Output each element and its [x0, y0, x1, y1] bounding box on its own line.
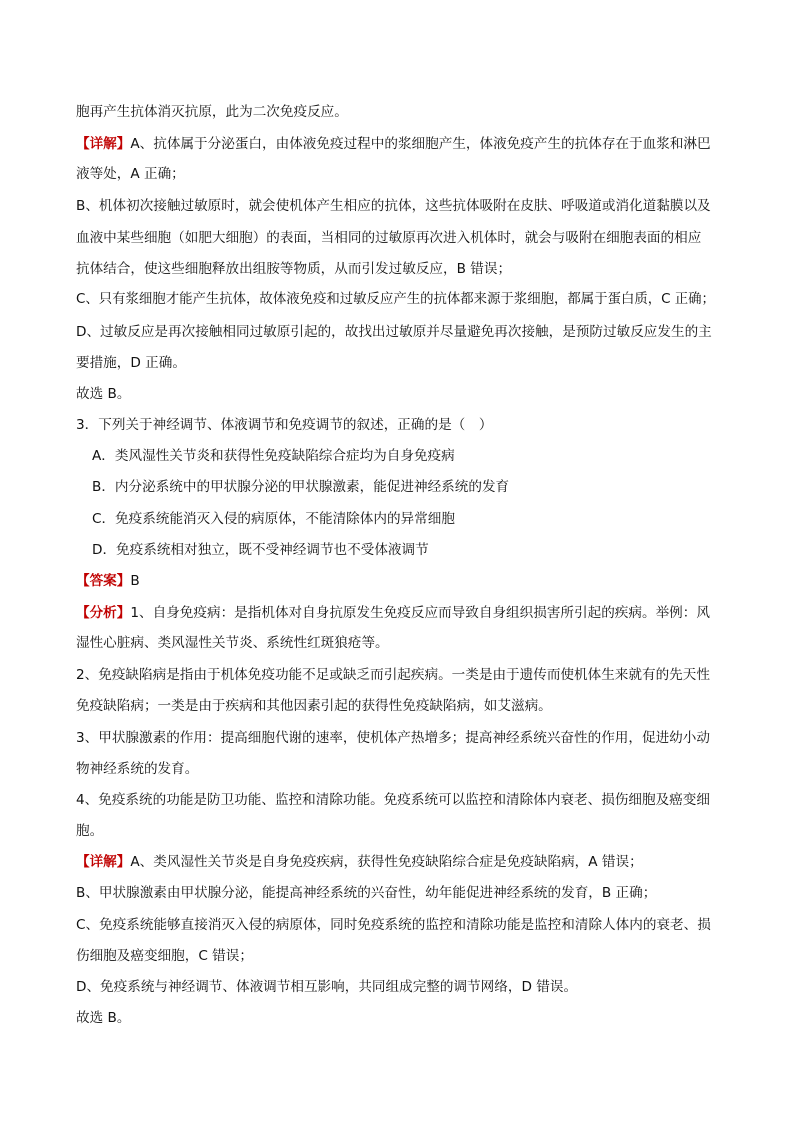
- conclusion-line: 故选 B。: [76, 386, 131, 402]
- answer-value: B: [130, 573, 140, 589]
- detail-tag: 【详解】: [76, 854, 131, 870]
- analysis-line: 2、免疫缺陷病是指由于机体免疫功能不足或缺乏而引起疾病。一类是由于遗传而使机体生来就有的先天性: [76, 667, 710, 683]
- detail-line: D、过敏反应是再次接触相同过敏原引起的，故找出过敏原并尽量避免再次接触，是预防过敏反应发生的主: [76, 324, 712, 340]
- answer-line: [76, 571, 140, 591]
- detail-line: B、甲状腺激素由甲状腺分泌，能提高神经系统的兴奋性，幼年能促进神经系统的发育，B 正确；: [76, 885, 657, 901]
- detail-line: C、只有浆细胞才能产生抗体，故体液免疫和过敏反应产生的抗体都来源于浆细胞，都属于蛋白质，C 正确；: [76, 292, 715, 307]
- carry-over-line: 胞再产生抗体消灭抗原，此为二次免疫反应。: [76, 104, 348, 120]
- detail-line: 液等处，A 正确；: [76, 166, 185, 182]
- analysis-line: 胞。: [76, 823, 104, 839]
- option-b: B．内分泌系统中的甲状腺分泌的甲状腺激素，能促进神经系统的发育: [92, 479, 510, 495]
- conclusion-line: 故选 B。: [76, 1010, 131, 1026]
- analysis-line: 4、免疫系统的功能是防卫功能、监控和清除功能。免疫系统可以监控和清除体内衰老、损伤细胞及癌变细: [76, 792, 710, 808]
- analysis-line: 湿性心脏病、类风湿性关节炎、系统性红斑狼疮等。: [76, 635, 389, 651]
- analysis-line: 免疫缺陷病；一类是由于疾病和其他因素引起的获得性免疫缺陷病，如艾滋病。: [76, 698, 552, 714]
- analysis-line: 【分析】1、自身免疫病：是指机体对自身抗原发生免疫反应而导致自身组织损害所引起的疾病。举例：风: [76, 605, 710, 621]
- answer-tag: 【答案】: [76, 573, 131, 589]
- detail-line: 【详解】A、抗体属于分泌蛋白，由体液免疫过程中的浆细胞产生，体液免疫产生的抗体存在于血浆和淋巴: [76, 136, 711, 152]
- detail-line: C、免疫系统能够直接消灭入侵的病原体，同时免疫系统的监控和清除功能是监控和清除人体内的衰老、损: [76, 917, 711, 933]
- question-stem: 3．下列关于神经调节、体液调节和免疫调节的叙述，正确的是（ ）: [76, 417, 493, 433]
- detail-line: 【详解】A、类风湿性关节炎是自身免疫疾病，获得性免疫缺陷综合症是免疫缺陷病，A 错误；: [76, 854, 643, 870]
- detail-tag: 【详解】: [76, 136, 131, 152]
- detail-line: 要措施，D 正确。: [76, 355, 186, 371]
- option-d: D．免疫系统相对独立，既不受神经调节也不受体液调节: [92, 542, 429, 558]
- analysis-tag: 【分析】: [76, 605, 131, 621]
- detail-line: 血液中某些细胞（如肥大细胞）的表面，当相同的过敏原再次进入机体时，就会与吸附在细胞表面的相应: [76, 230, 702, 246]
- detail-line: 抗体结合，使这些细胞释放出组胺等物质，从而引发过敏反应，B 错误；: [76, 261, 512, 277]
- detail-line: 伤细胞及癌变细胞，C 错误；: [76, 948, 253, 964]
- analysis-line: 3、甲状腺激素的作用：提高细胞代谢的速率，使机体产热增多；提高神经系统兴奋性的作用，促进幼小动: [76, 730, 710, 746]
- analysis-line: 物神经系统的发育。: [76, 761, 199, 777]
- option-a: A．类风湿性关节炎和获得性免疫缺陷综合症均为自身免疫病: [92, 448, 455, 464]
- option-c: C．免疫系统能消灭入侵的病原体，不能清除体内的异常细胞: [92, 511, 455, 527]
- detail-line: B、机体初次接触过敏原时，就会使机体产生相应的抗体，这些抗体吸附在皮肤、呼吸道或消化道黏膜以及: [76, 198, 711, 214]
- detail-line: D、免疫系统与神经调节、体液调节相互影响，共同组成完整的调节网络，D 错误。: [76, 979, 578, 995]
